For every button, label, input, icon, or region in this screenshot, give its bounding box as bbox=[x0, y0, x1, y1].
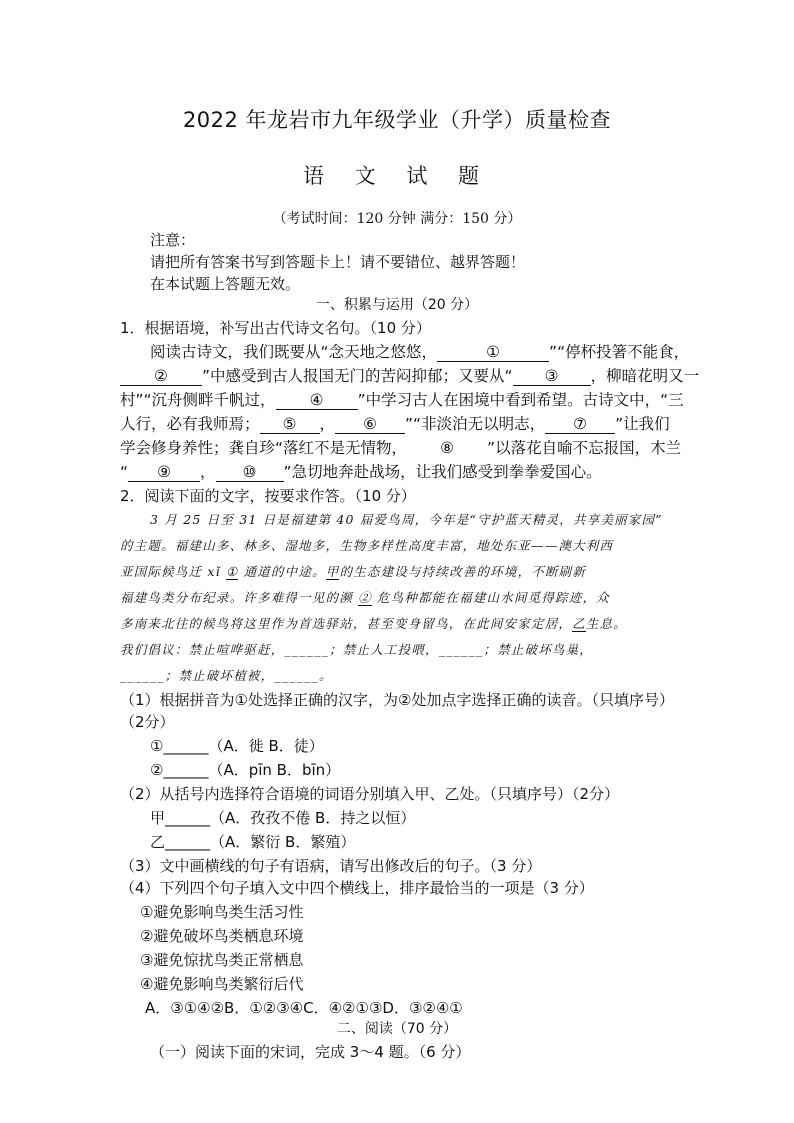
notice-label: 注意： bbox=[150, 231, 196, 249]
q2-answer-options: A．③①④②B．①②③④C．④②①③D．③②④① bbox=[145, 999, 463, 1017]
q2-text-line-5: 多南来北往的候鸟将这里作为首选驿站，甚至变身留鸟，在此间安家定居，乙生息。 bbox=[120, 616, 627, 631]
exam-subtitle: 语 文 试 题 bbox=[302, 164, 492, 188]
q1-text: 学会修身养性；龚自珍“落红不是无情物， bbox=[120, 439, 408, 457]
q2-sub-4: （4）下列四个句子填入文中四个横线上，排序最恰当的一项是（3 分） bbox=[120, 879, 594, 897]
q2-choice-4: ④避免影响鸟类繁衍后代 bbox=[140, 975, 304, 993]
notice-line-2: 在本试题上答题无效。 bbox=[150, 275, 301, 293]
q2-choice-1: ①避免影响鸟类生活习性 bbox=[140, 903, 304, 921]
q1-blank-2: ② bbox=[120, 367, 202, 386]
q2-option-2: ②______（A．pīn B．bīn） bbox=[150, 761, 341, 779]
q1-text: ”中学习古人在困境中看到希望。古诗文中，“三 bbox=[357, 391, 684, 409]
q2-text-line-1: 3 月 25 日至 31 日是福建第 40 届爱鸟周，今年是“守护蓝天精灵，共享美丽家园” bbox=[150, 512, 663, 527]
q2-text-line-7: ______；禁止破坏植被，______。 bbox=[120, 668, 333, 683]
q2-choice-3: ③避免惊扰鸟类正常栖息 bbox=[140, 951, 304, 969]
q2-text-line-4: 福建鸟类分布纪录。许多难得一见的濒 ② 危鸟种都能在福建山水间觅得踪迹，众 bbox=[120, 590, 610, 605]
q2-stem: 2．阅读下面的文字，按要求作答。（10 分） bbox=[120, 487, 416, 505]
q1-blank-10: ⑩ bbox=[216, 463, 284, 482]
q1-line-6: “ ⑨ ， ⑩ ”急切地奔赴战场，让我们感受到拳拳爱国心。 bbox=[120, 463, 602, 481]
q1-text: ，柳暗花明又一 bbox=[590, 367, 700, 385]
q2-choice-2: ②避免破坏鸟类栖息环境 bbox=[140, 927, 304, 945]
q1-blank-6: ⑥ bbox=[335, 415, 405, 434]
q1-text: ”“停杯投箸不能食， bbox=[549, 343, 690, 361]
q1-line-1 bbox=[150, 340, 689, 364]
q2-blank-jia: 甲 bbox=[325, 564, 340, 579]
q1-text: ”急切地奔赴战场，让我们感受到拳拳爱国心。 bbox=[283, 463, 602, 481]
section-2-heading: 二、阅读（70 分） bbox=[336, 1021, 458, 1037]
q1-text: ”让我们 bbox=[615, 415, 670, 433]
notice-line-1: 请把所有答案书写到答题卡上！请不要错位、越界答题！ bbox=[150, 253, 526, 271]
q2-option-1: ①______（A．徙 B．徒） bbox=[150, 737, 324, 755]
q1-blank-3: ③ bbox=[513, 367, 591, 386]
q1-line-3 bbox=[120, 388, 684, 412]
q1-text: 阅读古诗文，我们既要从“念天地之悠悠， bbox=[150, 343, 438, 361]
q3-stem: （一）阅读下面的宋词，完成 3～4 题。（6 分） bbox=[150, 1043, 471, 1061]
q1-blank-4: ④ bbox=[276, 391, 358, 410]
q1-stem: 1．根据语境，补写出古代诗文名句。（10 分） bbox=[120, 319, 431, 337]
q1-blank-7: ⑦ bbox=[545, 415, 615, 434]
q1-text: ”“非淡泊无以明志， bbox=[405, 415, 546, 433]
section-1-heading: 一、积累与运用（20 分） bbox=[315, 297, 479, 313]
q2-blank-1: ① bbox=[226, 564, 239, 579]
q2-text-line-2: 的主题。福建山多、林多、湿地多，生物多样性高度丰富，地处东亚——澳大利西 bbox=[120, 538, 614, 553]
q2-sub-2: （2）从括号内选择符合语境的词语分别填入甲、乙处。（只填序号）（2分） bbox=[120, 785, 620, 803]
q1-blank-1: ① bbox=[437, 343, 549, 362]
exam-title: 2022 年龙岩市九年级学业（升学）质量检查 bbox=[182, 108, 612, 132]
q2-sub-1: （1）根据拼音为①处选择正确的汉字，为②处加点字选择正确的读音。（只填序号） bbox=[120, 691, 674, 709]
q2-option-jia: 甲______（A．孜孜不倦 B．持之以恒） bbox=[150, 809, 416, 827]
q1-line-4: 人行，必有我师焉； ⑤ ， ⑥ ”“非淡泊无以明志， ⑦ ”让我们 bbox=[120, 415, 670, 433]
q2-text-line-6: 我们倡议：禁止喧哗驱赶，______；禁止人工投喂，______；禁止破坏鸟巢， bbox=[120, 642, 594, 657]
q1-line-2 bbox=[120, 364, 699, 388]
q1-text: ”中感受到古人报国无门的苦闷抑郁；又要从“ bbox=[202, 367, 513, 385]
q2-option-yi: 乙______（A．繁衍 B．繁殖） bbox=[150, 833, 356, 851]
q1-text: 村”“沉舟侧畔千帆过， bbox=[120, 391, 276, 409]
q2-text-line-3: 亚国际候鸟迁 xǐ ① 通道的中途。甲的生态建设与持续改善的环境，不断刷新 bbox=[120, 564, 587, 579]
exam-info: （考试时间：120 分钟 满分：150 分） bbox=[272, 211, 522, 227]
q2-sub-3: （3）文中画横线的句子有语病，请写出修改后的句子。（3 分） bbox=[120, 857, 542, 875]
q2-blank-2: ② bbox=[358, 590, 372, 605]
q2-sub-1-score: （2分） bbox=[120, 713, 175, 731]
q2-blank-yi: 乙 bbox=[572, 616, 586, 631]
q1-blank-5: ⑤ bbox=[260, 415, 320, 434]
q1-text: ”以落花自喻不忘报国，木兰 bbox=[487, 439, 682, 457]
q1-text: 人行，必有我师焉； bbox=[120, 415, 260, 433]
q1-line-5 bbox=[120, 436, 681, 460]
q1-blank-8: ⑧ bbox=[440, 439, 454, 457]
q1-blank-9: ⑨ bbox=[128, 463, 200, 482]
